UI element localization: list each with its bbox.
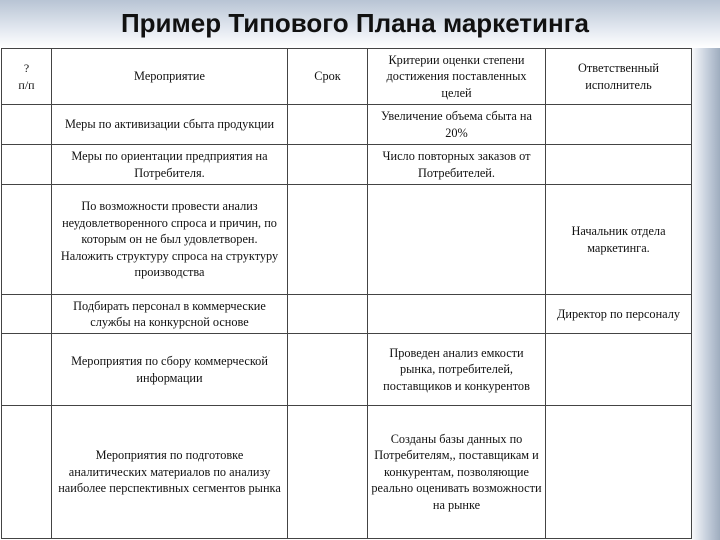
cell-criteria bbox=[368, 295, 546, 334]
cell-number bbox=[2, 295, 52, 334]
cell-criteria: Созданы базы данных по Потребителям,, поставщикам и конкурентам, позволяющие реально оценивать возможности на рынке bbox=[368, 406, 546, 539]
table-row bbox=[2, 406, 692, 539]
cell-event: По возможности провести анализ неудовлетворенного спроса и причин, по которым он не был удовлетворен. Наложить структуру спроса на структуру производства bbox=[52, 185, 288, 295]
cell-number bbox=[2, 105, 52, 145]
cell-responsible bbox=[546, 105, 692, 145]
cell-event: Меры по активизации сбыта продукции bbox=[52, 105, 288, 145]
cell-event: Подбирать персонал в коммерческие службы на конкурсной основе bbox=[52, 295, 288, 334]
cell-term bbox=[288, 295, 368, 334]
cell-event: Меры по ориентации предприятия на Потребителя. bbox=[52, 145, 288, 185]
header-responsible: Ответственный исполнитель bbox=[546, 49, 692, 105]
marketing-plan-table bbox=[1, 48, 692, 539]
cell-term bbox=[288, 145, 368, 185]
cell-criteria bbox=[368, 185, 546, 295]
cell-criteria: Проведен анализ емкости рынка, потребителей, поставщиков и конкурентов bbox=[368, 334, 546, 406]
cell-responsible bbox=[546, 145, 692, 185]
table-header-row bbox=[2, 49, 692, 105]
cell-term bbox=[288, 105, 368, 145]
decorative-right-stripe bbox=[690, 48, 720, 540]
cell-criteria: Увеличение объема сбыта на 20% bbox=[368, 105, 546, 145]
cell-term bbox=[288, 334, 368, 406]
cell-responsible: Директор по персоналу bbox=[546, 295, 692, 334]
cell-responsible bbox=[546, 406, 692, 539]
page-title: Пример Типового Плана маркетинга bbox=[120, 8, 590, 38]
header-term: Срок bbox=[288, 49, 368, 105]
cell-event: Мероприятия по сбору коммерческой информации bbox=[52, 334, 288, 406]
cell-number bbox=[2, 406, 52, 539]
cell-number bbox=[2, 185, 52, 295]
cell-event: Мероприятия по подготовке аналитических материалов по анализу наиболее перспективных сегментов рынка bbox=[52, 406, 288, 539]
table-row bbox=[2, 105, 692, 145]
header-number: ? п/п bbox=[2, 49, 52, 105]
table-row bbox=[2, 334, 692, 406]
table-row bbox=[2, 185, 692, 295]
cell-term bbox=[288, 185, 368, 295]
cell-number bbox=[2, 334, 52, 406]
cell-term bbox=[288, 406, 368, 539]
cell-responsible: Начальник отдела маркетинга. bbox=[546, 185, 692, 295]
header-event: Мероприятие bbox=[52, 49, 288, 105]
table-row bbox=[2, 145, 692, 185]
cell-criteria: Число повторных заказов от Потребителей. bbox=[368, 145, 546, 185]
cell-responsible bbox=[546, 334, 692, 406]
header-criteria: Критерии оценки степени достижения поставленных целей bbox=[368, 49, 546, 105]
table-row bbox=[2, 295, 692, 334]
cell-number bbox=[2, 145, 52, 185]
